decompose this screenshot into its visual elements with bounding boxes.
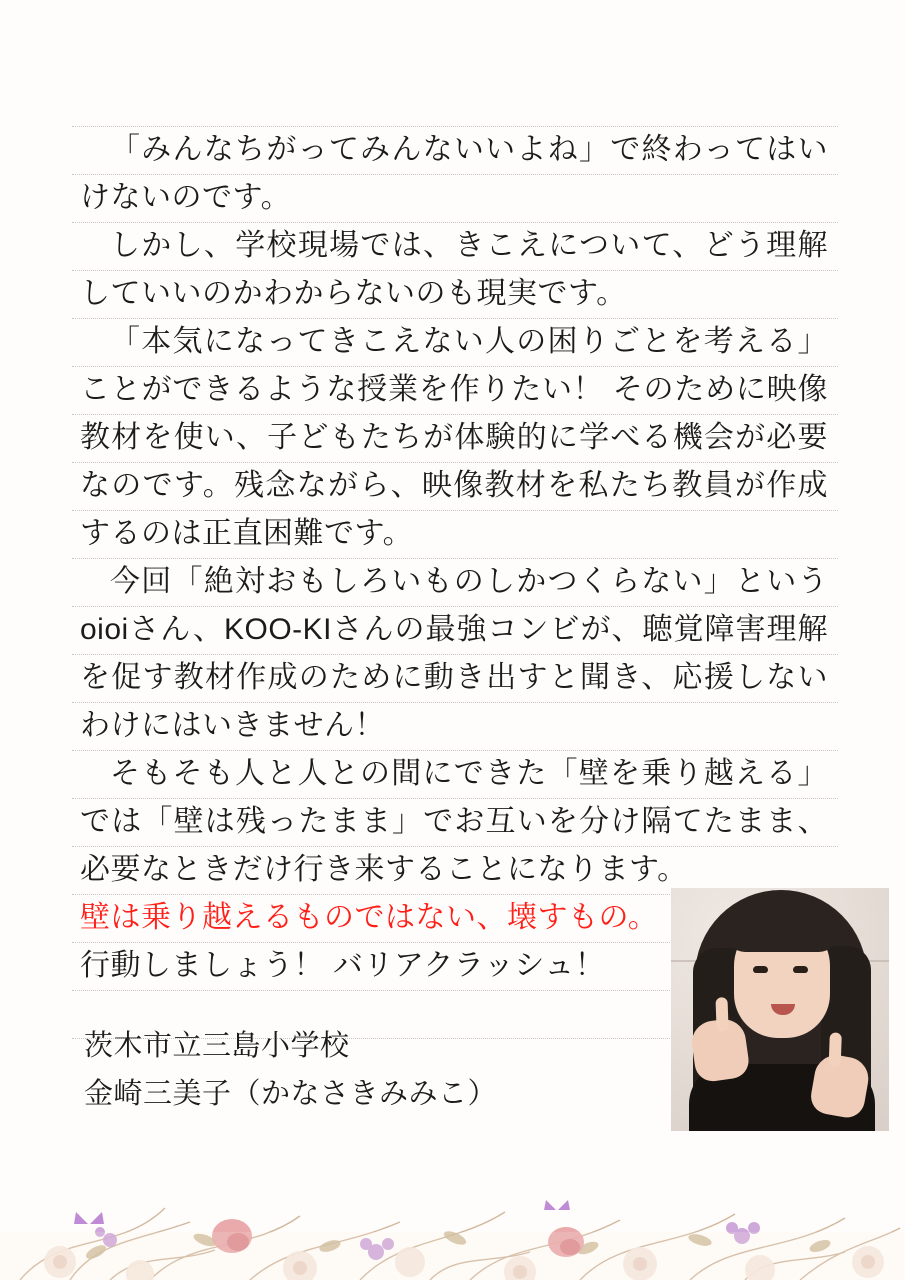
paragraph-2: しかし、学校現場では、きこえについて、どう理解していいのかわからないのも現実です。: [80, 229, 828, 310]
signature-block: [84, 1022, 497, 1118]
portrait-photo: [671, 888, 889, 1131]
paragraph-1: 「みんなちがってみんないいよね」で終わってはいけないのです。: [80, 133, 828, 214]
photo-finger-left: [715, 997, 728, 1031]
signature-school: 茨木市立三島小学校: [84, 1030, 350, 1062]
document-body: [80, 126, 828, 990]
paragraph-5: そもそも人と人との間にできた「壁を乗り越える」では「壁は残ったまま」でお互いを分け隔てたまま、必要なときだけ行き来することになります。: [80, 757, 828, 886]
photo-eye-right: [793, 966, 808, 973]
paragraph-3: 「本気になってきこえない人の困りごとを考える」ことができるような授業を作りたい！ そのために映像教材を使い、子どもたちが体験的に学べる機会が必要なのです。残念ながら、映像教材を私たち教員が作成するのは正直困難です。: [80, 325, 828, 550]
signature-name: 金崎三美子（かなさきみみこ）: [84, 1078, 498, 1110]
photo-bangs: [726, 906, 838, 952]
photo-finger-right: [829, 1032, 842, 1066]
floral-border-decoration: [0, 1112, 905, 1280]
paragraph-4: 今回「絶対おもしろいものしかつくらない」というoioiさん、KOO-KIさんの最強コンビが、聴覚障害理解を促す教材作成のために動き出すと聞き、応援しないわけにはいきません！: [80, 565, 828, 742]
photo-eye-left: [753, 966, 768, 973]
highlight-line: 壁は乗り越えるものではない、壊すもの。: [80, 901, 659, 934]
call-to-action-line: 行動しましょう！ バリアクラッシュ！: [80, 949, 606, 982]
